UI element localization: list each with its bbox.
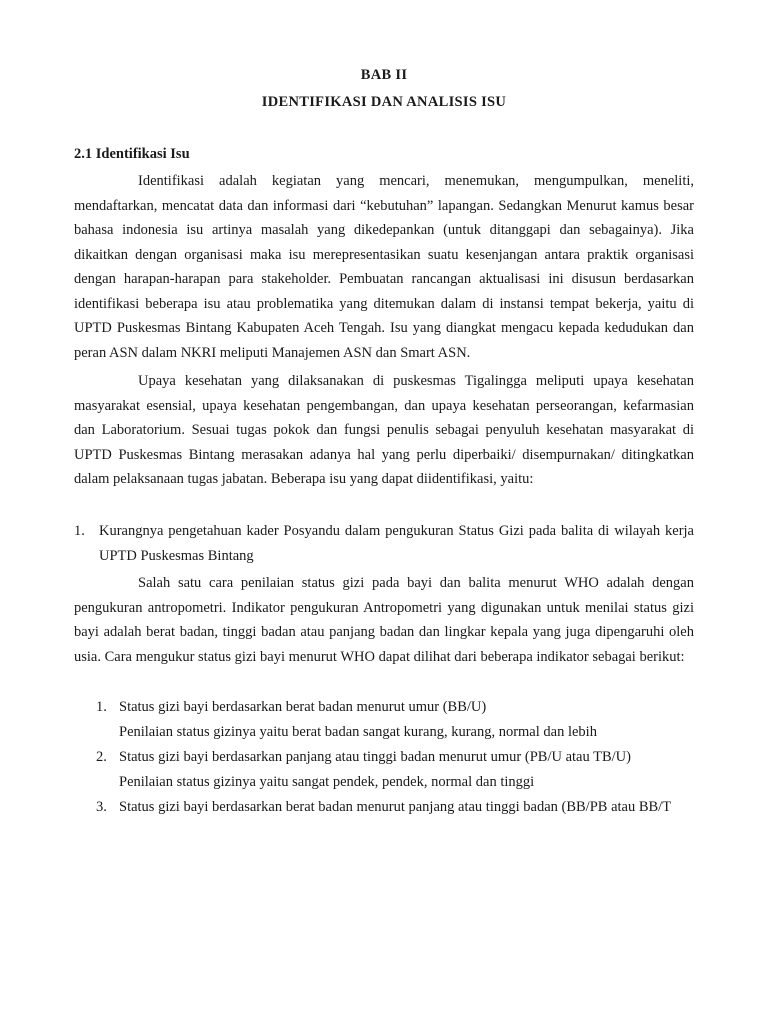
indicator-item — [96, 695, 694, 744]
indicator-title: Status gizi bayi berdasarkan panjang atau tinggi badan menurut umur (PB/U atau TB/U) — [119, 749, 631, 765]
indicator-title: Status gizi bayi berdasarkan berat badan menurut umur (BB/U) — [119, 699, 487, 715]
paragraph-anthropometry: Salah satu cara penilaian status gizi pada bayi dan balita menurut WHO adalah dengan pengukuran antropometri. Indikator pengukuran Antropometri yang digunakan untuk menilai status gizi bayi adalah berat badan, tinggi badan atau panjang badan dan lingkar kepala yang juga dipengaruhi oleh usia. Cara mengukur status gizi bayi menurut WHO dapat dilihat dari beberapa indikator sebagai berikut: — [74, 575, 694, 665]
paragraph-health-efforts: Upaya kesehatan yang dilaksanakan di puskesmas Tigalingga meliputi upaya kesehatan masyarakat esensial, upaya kesehatan pengembangan, dan upaya kesehatan perseorangan, kefarmasian dan Laboratorium. Sesuai tugas pokok dan fungsi penulis sebagai penyuluh kesehatan masyarakat di UPTD Puskesmas Bintang merasakan adanya hal yang perlu diperbaiki/ disempurnakan/ ditingkatkan dalam pelaksanaan tugas jabatan. Beberapa isu yang dapat diidentifikasi, yaitu: — [74, 373, 694, 487]
indicator-list — [96, 695, 694, 821]
chapter-number: BAB II — [360, 67, 408, 83]
chapter-title: IDENTIFIKASI DAN ANALISIS ISU — [261, 94, 507, 110]
paragraph-identification: Identifikasi adalah kegiatan yang mencari, menemukan, mengumpulkan, meneliti, mendaftarkan, mencatat data dan informasi dari “kebutuhan” lapangan. Sedangkan Menurut kamus besar bahasa indonesia isu artinya masalah yang dikedepankan (untuk ditanggapi dan sebagainya). Jika dikaitkan dengan organisasi maka isu merepresentasikan suatu kesenjangan antara praktik organisasi dengan harapan-harapan para stakeholder. Pembuatan rancangan aktualisasi ini disusun berdasarkan identifikasi beberapa isu atau problematika yang ditemukan dalam di instansi tempat bekerja, yaitu di UPTD Puskesmas Bintang Kabupaten Aceh Tengah. Isu yang diangkat mengacu kepada kedudukan dan peran ASN dalam NKRI meliputi Manajemen ASN dan Smart ASN. — [74, 173, 694, 361]
indicator-item — [96, 745, 694, 794]
issue-number: 1. — [74, 523, 85, 539]
indicator-detail: Penilaian status gizinya yaitu sangat pendek, pendek, normal dan tinggi — [119, 773, 535, 790]
indicator-detail: Penilaian status gizinya yaitu berat badan sangat kurang, kurang, normal dan lebih — [119, 723, 597, 740]
section-heading: 2.1 Identifikasi Isu — [74, 146, 190, 162]
indicator-item — [96, 795, 694, 820]
indicator-number: 3. — [96, 799, 107, 815]
issue-list-item — [74, 519, 694, 568]
indicator-number: 1. — [96, 699, 107, 715]
issue-text: Kurangnya pengetahuan kader Posyandu dalam pengukuran Status Gizi pada balita di wilayah kerja UPTD Puskesmas Bintang — [99, 523, 694, 564]
indicator-title: Status gizi bayi berdasarkan berat badan menurut panjang atau tinggi badan (BB/PB atau BB/T — [119, 799, 672, 815]
indicator-number: 2. — [96, 749, 107, 765]
